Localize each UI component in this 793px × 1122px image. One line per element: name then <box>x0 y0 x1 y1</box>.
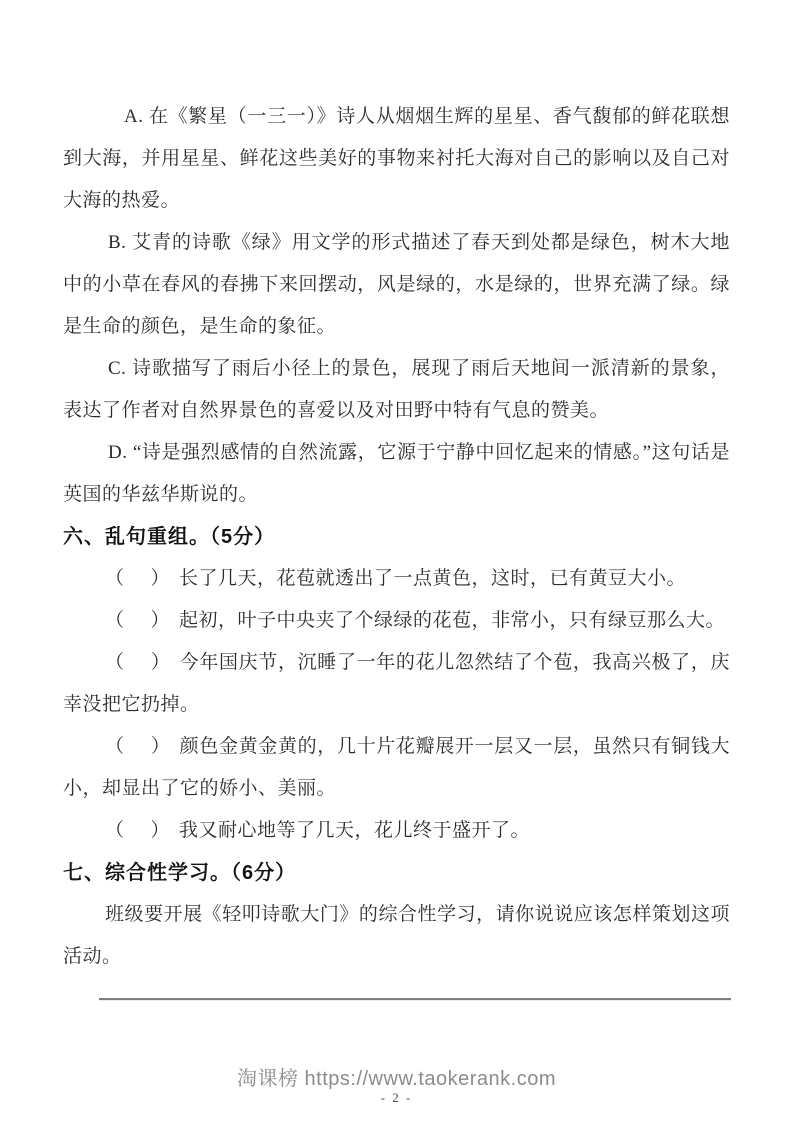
answer-bracket-open: （ <box>105 820 125 841</box>
reorder-item-2 <box>63 600 730 642</box>
reorder-item-text: 颜色金黄金黄的，几十片花瓣展开一层又一层，虽然只有铜钱大小，却显出了它的娇小、美丽。 <box>63 736 730 799</box>
answer-bracket-close: ） <box>150 568 171 589</box>
answer-bracket-close: ） <box>150 736 171 757</box>
reorder-item-text: 起初，叶子中央夹了个绿绿的花苞，非常小，只有绿豆那么大。 <box>179 610 726 631</box>
reorder-item-4 <box>63 726 730 810</box>
answer-bracket-close: ） <box>150 610 171 631</box>
footer-site-text: 淘课榜 https://www.taokerank.com <box>236 1068 557 1090</box>
section-six-heading: 六、乱句重组。（5分） <box>63 526 276 548</box>
reorder-item-5 <box>63 810 730 852</box>
reorder-item-3 <box>63 642 730 726</box>
answer-bracket-open: （ <box>105 736 125 757</box>
answer-bracket-close: ） <box>150 652 171 673</box>
option-a-paragraph: A. 在《繁星（一三一）》诗人从烟烟生辉的星星、香气馥郁的鲜花联想到大海，并用星星、鲜花这些美好的事物来衬托大海对自己的影响以及自己对大海的热爱。 <box>63 106 730 211</box>
answer-bracket-close: ） <box>150 820 171 841</box>
answer-bracket-open: （ <box>105 610 125 631</box>
section-seven-heading: 七、综合性学习。（6分） <box>63 862 297 884</box>
answer-bracket-open: （ <box>105 652 125 673</box>
page-number: - 2 - <box>380 1090 413 1105</box>
reorder-item-text: 我又耐心地等了几天，花儿终于盛开了。 <box>179 820 531 841</box>
reorder-item-text: 长了几天，花苞就透出了一点黄色，这时，已有黄豆大小。 <box>179 568 687 589</box>
reorder-item-text: 今年国庆节，沉睡了一年的花儿忽然结了个苞，我高兴极了，庆幸没把它扔掉。 <box>63 652 730 715</box>
option-b-paragraph: B. 艾青的诗歌《绿》用文学的形式描述了春天到处都是绿色，树木大地中的小草在春风的春拂下来回摆动，风是绿的，水是绿的，世界充满了绿。绿是生命的颜色，是生命的象征。 <box>63 232 730 337</box>
section-seven-prompt: 班级要开展《轻叩诗歌大门》的综合性学习，请你说说应该怎样策划这项活动。 <box>63 904 730 967</box>
answer-bracket-open: （ <box>105 568 125 589</box>
reorder-item-1 <box>63 558 730 600</box>
option-d-paragraph: D. “诗是强烈感情的自然流露，它源于宁静中回忆起来的情感。”这句话是英国的华兹华斯说的。 <box>63 442 730 505</box>
option-c-paragraph: C. 诗歌描写了雨后小径上的景色，展现了雨后天地间一派清新的景象，表达了作者对自然界景色的喜爱以及对田野中特有气息的赞美。 <box>63 358 730 421</box>
footer-divider-line <box>99 998 731 1001</box>
page-content <box>63 96 730 978</box>
